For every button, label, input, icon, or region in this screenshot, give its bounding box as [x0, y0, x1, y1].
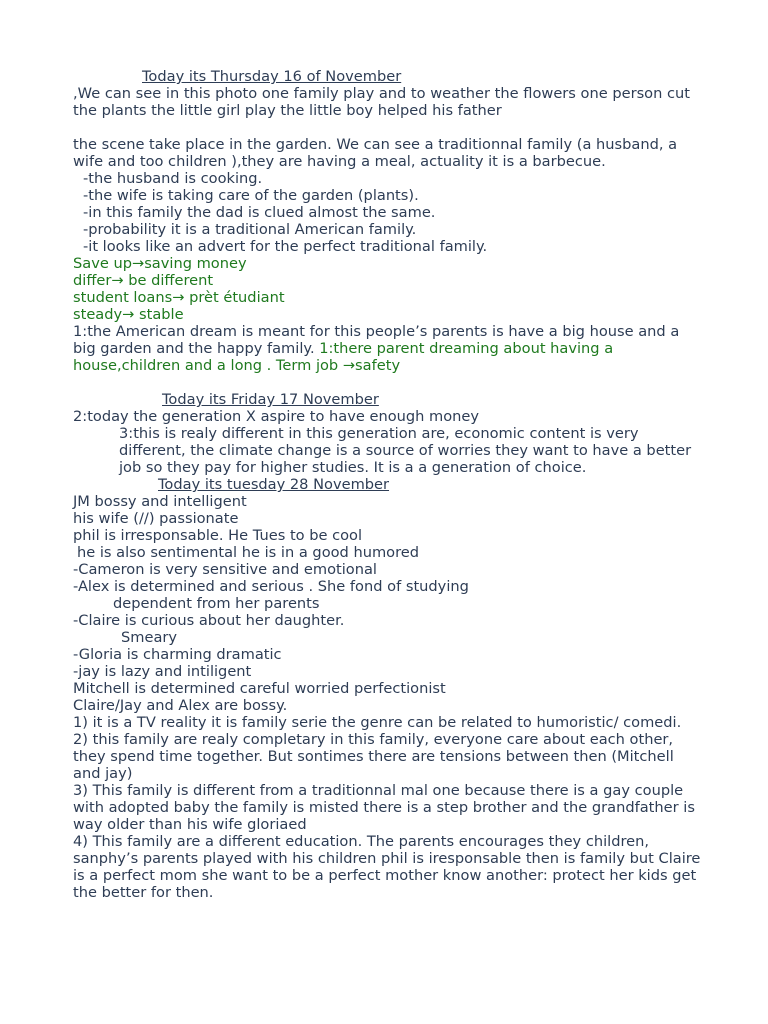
- heading-thursday: Today its Thursday 16 of November: [142, 68, 402, 85]
- heading-tuesday: Today its tuesday 28 November: [158, 476, 390, 493]
- answer-paragraph: 1) it is a TV reality it is family serie the genre can be related to humoristic/ comedi.: [73, 714, 682, 731]
- bullet-line: -probability it is a traditional American family.: [83, 221, 417, 238]
- character-line: -Gloria is charming dramatic: [73, 646, 282, 663]
- bullet-line: -it looks like an advert for the perfect traditional family.: [83, 238, 488, 255]
- character-line: he is also sentimental he is in a good humored: [77, 544, 420, 561]
- question-1-paragraph: [73, 323, 703, 374]
- heading-friday: Today its Friday 17 November: [162, 391, 379, 408]
- character-line: dependent from her parents: [113, 595, 320, 612]
- question-1-answer: 1:there parent dreaming about having a house,children and a long . Term job →safety: [73, 340, 614, 374]
- bullet-line: -the husband is cooking.: [83, 170, 263, 187]
- bullet-line: -the wife is taking care of the garden (plants).: [83, 187, 419, 204]
- document-body: [73, 68, 703, 901]
- character-line: his wife (//) passionate: [73, 510, 239, 527]
- character-line: Mitchell is determined careful worried perfectionist: [73, 680, 446, 697]
- character-line: -Cameron is very sensitive and emotional: [73, 561, 377, 578]
- character-line: -Alex is determined and serious . She fond of studying: [73, 578, 469, 595]
- character-line: -jay is lazy and intiligent: [73, 663, 252, 680]
- vocab-line: student loans→ prèt étudiant: [73, 289, 285, 306]
- vocab-line: steady→ stable: [73, 306, 184, 323]
- vocab-line: Save up→saving money: [73, 255, 247, 272]
- bullet-line: -in this family the dad is clued almost the same.: [83, 204, 436, 221]
- question-2-line: 2:today the generation X aspire to have enough money: [73, 408, 480, 425]
- answer-paragraph: 3) This family is different from a traditionnal mal one because there is a gay couple with adopted baby the family is misted there is a step brother and the grandfather is way older than his wife gloriaed: [73, 782, 695, 833]
- question-1-text: 1:the American dream is meant for this people’s parents is have a big house and a big garden and the happy family.: [73, 323, 680, 357]
- answer-paragraph: 2) this family are realy completary in this family, everyone care about each other, they spend time together. But sontimes there are tensions between then (Mitchell and jay): [73, 731, 674, 782]
- character-line: Claire/Jay and Alex are bossy.: [73, 697, 288, 714]
- character-line: -Claire is curious about her daughter.: [73, 612, 345, 629]
- answer-paragraph: 4) This family are a different education. The parents encourages they children, sanphy’s parents played with his children phil is iresponsable then is family but Claire is a perfect mom she want to be a perfect mother know another: protect her kids get the better for then.: [73, 833, 701, 901]
- character-line: Smeary: [121, 629, 178, 646]
- blank-line: [73, 119, 703, 136]
- vocab-line: differ→ be different: [73, 272, 214, 289]
- intro-paragraph: ,We can see in this photo one family play and to weather the flowers one person cut the plants the little girl play the little boy helped his father: [73, 85, 690, 119]
- character-line: phil is irresponsable. He Tues to be cool: [73, 527, 363, 544]
- character-line: JM bossy and intelligent: [73, 493, 247, 510]
- scene-paragraph: the scene take place in the garden. We can see a traditionnal family (a husband, a wife and too children ),they are having a meal, actuality it is a barbecue.: [73, 136, 678, 170]
- blank-line: [73, 374, 703, 391]
- question-3-paragraph: 3:this is realy different in this generation are, economic content is very different, the climate change is a source of worries they want to have a better job so they pay for higher studies. It is a a generation of choice.: [119, 425, 692, 476]
